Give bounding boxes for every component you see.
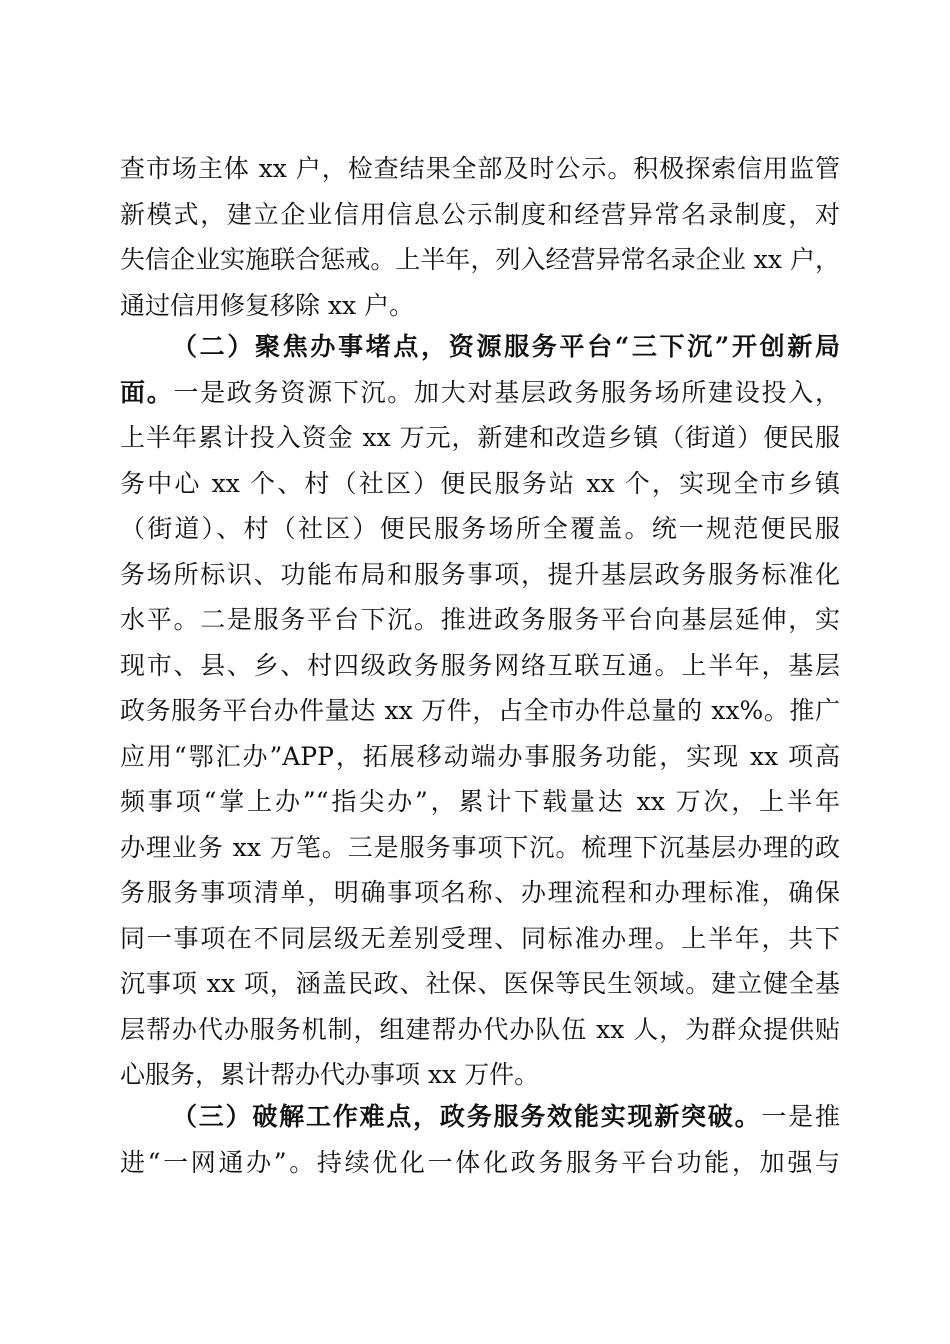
text-line: 务服务事项清单，明确事项名称、办理流程和办理标准，确保 xyxy=(120,878,840,907)
text-line: 查市场主体 xx 户，检查结果全部及时公示。积极探索信用监管 xyxy=(120,154,840,183)
text-line: （街道）、村（社区）便民服务场所全覆盖。统一规范便民服 xyxy=(120,514,840,543)
text-line: 务场所标识、功能布局和服务事项，提升基层政务服务标准化 xyxy=(120,559,840,589)
text-line: 面。一是政务资源下沉。加大对基层政务服务场所建设投入， xyxy=(120,377,840,407)
text-line: 沉事项 xx 项，涵盖民政、社保、医保等民生领域。建立健全基 xyxy=(120,969,840,998)
text-line: 新模式，建立企业信用信息公示制度和经营异常名录制度，对 xyxy=(120,199,840,229)
text-line: 心服务，累计帮办代办事项 xx 万件。 xyxy=(120,1060,540,1089)
text-line: 现市、县、乡、村四级政务服务网络互联互通。上半年，基层 xyxy=(120,650,840,680)
text-line: 失信企业实施联合惩戒。上半年，列入经营异常名录企业 xx 户， xyxy=(120,245,840,274)
text-line: 同一事项在不同层级无差别受理、同标准办理。上半年，共下 xyxy=(120,923,840,953)
text-line: 办理业务 xx 万笔。三是服务事项下沉。梳理下沉基层办理的政 xyxy=(120,832,840,862)
paragraph-section-two xyxy=(120,324,840,1098)
text-line: 层帮办代办服务机制，组建帮办代办队伍 xx 人，为群众提供贴 xyxy=(120,1014,840,1044)
paragraph-section-three xyxy=(120,1094,840,1185)
section-heading-line: （三）破解工作难点，政务服务效能实现新突破。一是推 xyxy=(172,1102,840,1131)
text-line: 频事项“掌上办”“指尖办”，累计下载量达 xx 万次，上半年 xyxy=(120,787,840,816)
section-heading: （三）破解工作难点，政务服务效能实现新突破。 xyxy=(172,1102,762,1131)
text-line: 通过信用修复移除 xx 户。 xyxy=(120,290,415,320)
text-line: 政务服务平台办件量达 xx 万件，占全市办件总量的 xx%。推广 xyxy=(120,696,840,725)
section-heading-end: 面。 xyxy=(120,377,174,407)
section-heading: （二）聚焦办事堵点，资源服务平台“三下沉”开创新局 xyxy=(172,332,840,361)
section-heading-line xyxy=(120,324,840,370)
text-line: 务中心 xx 个、村（社区）便民服务站 xx 个，实现全市乡镇 xyxy=(120,468,840,498)
text-line: 应用“鄂汇办”APP，拓展移动端办事服务功能，实现 xx 项高 xyxy=(120,741,840,771)
text-line: 进“一网通办”。持续优化一体化政务服务平台功能，加强与 xyxy=(120,1147,840,1177)
text-line: 水平。二是服务平台下沉。推进政务服务平台向基层延伸，实 xyxy=(120,605,840,634)
text-line: 上半年累计投入资金 xx 万元，新建和改造乡镇（街道）便民服 xyxy=(120,423,840,452)
paragraph-credit-supervision xyxy=(120,146,840,328)
